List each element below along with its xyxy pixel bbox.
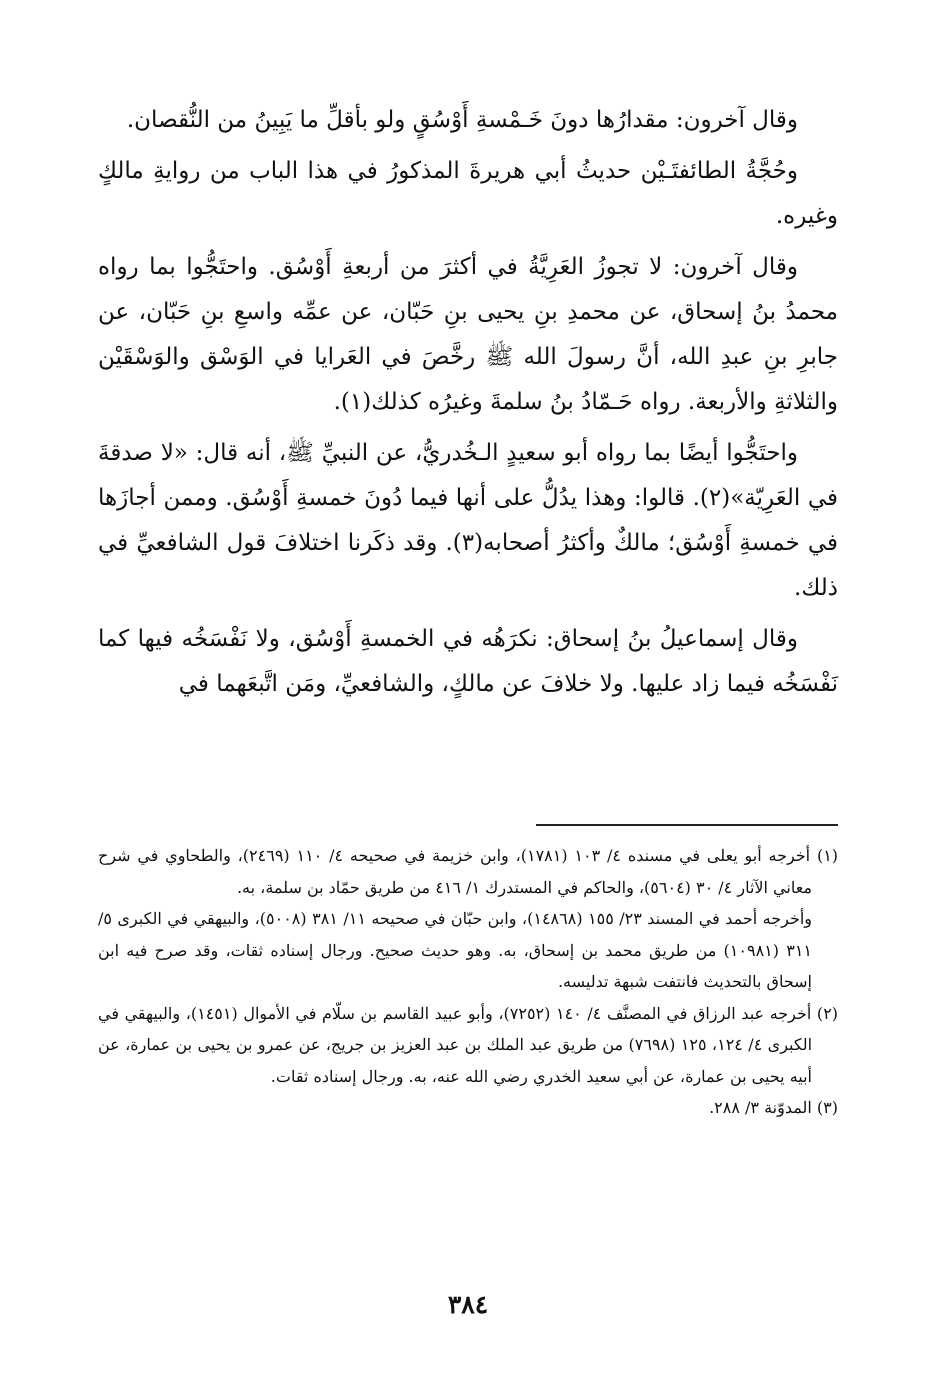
page-number: ٣٨٤ [447, 1290, 489, 1319]
footnote-2: (٢) أخرجه عبد الرزاق في المصنَّف ٤/ ١٤٠ (٧٢٥٢)، وأبو عبيد القاسم بن سلّام في الأموال (١٤٥١)، والبيهقي في الكبرى ٤/ ١٢٤، ١٢٥ (٧٦٩٨) من طريق عبد الملك بن عبد العزيز بن جريج، عن عمرو بن يحيى بن عمارة، عن أبيه يحيى بن عمارة، عن أبي سعيد الخدري رضي الله عنه، به. ورجال إسناده ثقات. [98, 1003, 839, 1086]
footnote-separator [536, 824, 838, 826]
paragraph-2: وحُجَّةُ الطائفتَـيْن حديثُ أبي هريرةَ المذكورُ في هذا الباب من روايةِ مالكٍ وغيره. [98, 158, 838, 229]
footnote-3: (٣) المدوّنة ٣/ ٢٨٨. [709, 1098, 838, 1117]
footnote-1-continued: وأخرجه أحمد في المسند ٢٣/ ١٥٥ (١٤٨٦٨)، وابن حبّان في صحيحه ١١/ ٣٨١ (٥٠٠٨)، والبيهقي في الكبرى ٥/ ٣١١ (١٠٩٨١) من طريق محمد بن إسحاق، به. وهو حديث صحيح. ورجال إسناده ثقات، وقد صرح فيه ابن إسحاق بالتحديث فانتفت شبهة تدليسه. [98, 909, 813, 991]
footnote-1: (١) أخرجه أبو يعلى في مسنده ٤/ ١٠٣ (١٧٨١)، وابن خزيمة في صحيحه ٤/ ١١٠ (٢٤٦٩)، والطحاوي في شرح معاني الآثار ٤/ ٣٠ (٥٦٠٤)، والحاكم في المستدرك ١/ ٤١٦ من طريق حمّاد بن سلمة، به. [98, 846, 839, 897]
paragraph-5: وقال إسماعيلُ بنُ إسحاق: نكرَهُه في الخمسةِ أَوْسُق، ولا نَفْسَخُه فيها كما نَفْسَخُه فيما زاد عليها. ولا خلافَ عن مالكٍ، والشافعيِّ، ومَن اتَّبعَهما في [98, 626, 838, 697]
main-text [98, 98, 838, 713]
paragraph-4: واحتَجُّوا أيضًا بما رواه أبو سعيدٍ الـخُدريُّ، عن النبيِّ ﷺ، أنه قال: «لا صدقةَ في العَرِيّة»(٢). قالوا: وهذا يدُلُّ على أنها فيما دُونَ خمسةِ أَوْسُق. وممن أجازَها في خمسةِ أَوْسُق؛ مالكٌ وأكثرُ أصحابه(٣). وقد ذكَرنا اختلافَ قول الشافعيِّ في ذلك. [98, 440, 838, 601]
paragraph-1: وقال آخرون: مقدارُها دونَ خَـمْسةِ أَوْسُقٍ ولو بأقلِّ ما يَبِينُ من النُّقصان. [126, 107, 798, 133]
paragraph-3: وقال آخرون: لا تجوزُ العَرِيَّةُ في أكثرَ من أربعةِ أَوْسُق. واحتَجُّوا بما رواه محمدُ بنُ إسحاق، عن محمدِ بنِ يحيى بنِ حَبّان، عن عمِّه واسعِ بنِ حَبّان، عن جابرِ بنِ عبدِ الله، أنَّ رسولَ الله ﷺ رخَّصَ في العَرايا في الوَسْق والوَسْقَيْن والثلاثةِ والأربعة. رواه حَـمّادُ بنُ سلمةَ وغيرُه كذلك(١). [98, 254, 838, 415]
footnotes [98, 840, 838, 1124]
